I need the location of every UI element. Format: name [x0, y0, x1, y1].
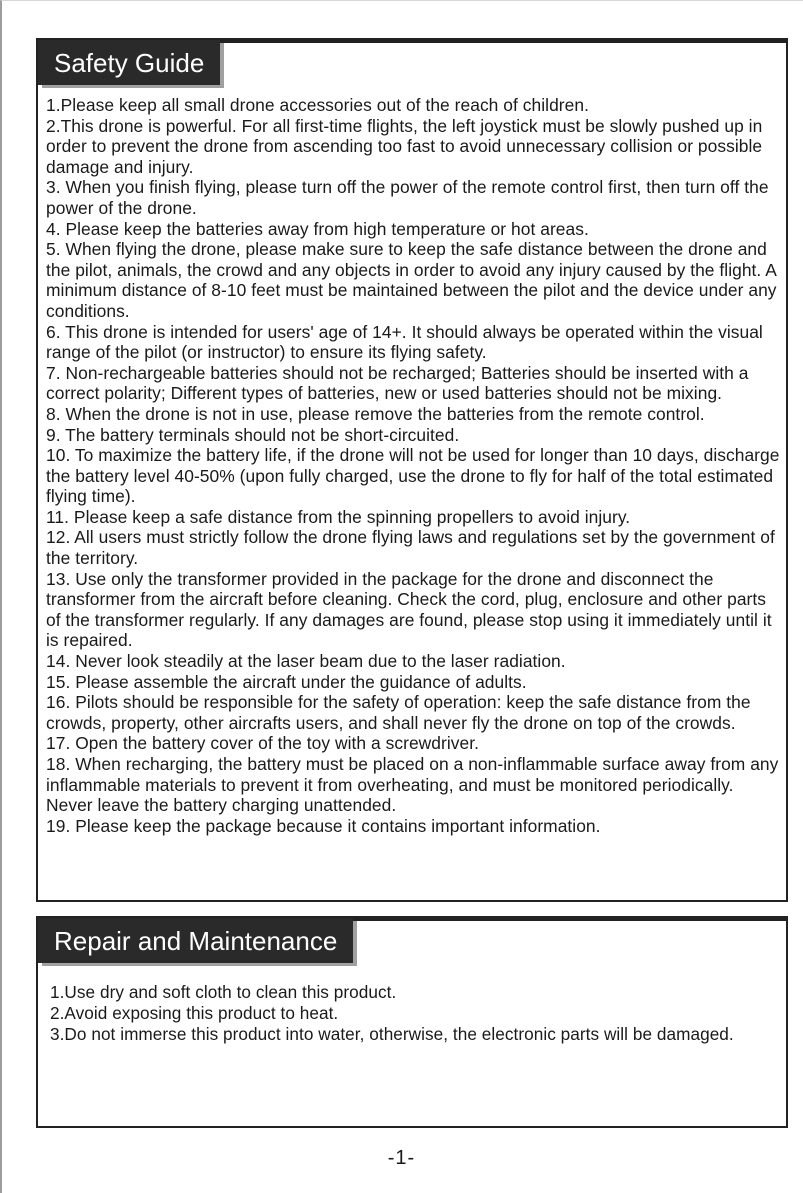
safety-item: 15. Please assemble the aircraft under the guidance of adults.	[46, 671, 527, 692]
page-number: -1-	[387, 1147, 416, 1169]
safety-item: 8. When the drone is not in use, please remove the batteries from the remote control.	[46, 403, 705, 424]
safety-item: 17. Open the battery cover of the toy with a screwdriver.	[46, 733, 479, 754]
safety-item: 9. The battery terminals should not be short-circuited.	[46, 424, 460, 445]
safety-guide-title: Safety Guide	[38, 40, 220, 85]
safety-item: 7. Non-rechargeable batteries should not be recharged; Batteries should be inserted with a correct polarity; Different types of batteries, new or used batteries should not be mixing.	[46, 362, 749, 404]
safety-item: 18. When recharging, the battery must be placed on a non-inflammable surface away from any inflammable materials to prevent it from overheating, and must be monitored periodically. Never leave the battery charging unattended.	[46, 754, 779, 816]
repair-item: 3.Do not immerse this product into water, otherwise, the electronic parts will be damaged.	[50, 1024, 734, 1044]
safety-item: 4. Please keep the batteries away from high temperature or hot areas.	[46, 218, 589, 239]
safety-item: 11. Please keep a safe distance from the spinning propellers to avoid injury.	[46, 506, 631, 527]
safety-item: 5. When flying the drone, please make sure to keep the safe distance between the drone and the pilot, animals, the crowd and any objects in order to avoid any injury caused by the flight. A minimum distance of 8-10 feet must be maintained between the pilot and the device under any conditions.	[46, 239, 777, 321]
repair-maintenance-section	[36, 916, 788, 1128]
safety-item: 13. Use only the transformer provided in the package for the drone and disconnect the transformer from the aircraft before cleaning. Check the cord, plug, enclosure and other parts of the transformer regularly. If any damages are found, please stop using it immediately until it is repaired.	[46, 568, 772, 651]
safety-item: 12. All users must strictly follow the drone flying laws and regulations set by the government of the territory.	[46, 527, 775, 569]
repair-item: 1.Use dry and soft cloth to clean this product.	[50, 982, 397, 1002]
safety-item: 16. Pilots should be responsible for the safety of operation: keep the safe distance from the crowds, property, other aircrafts users, and shall never fly the drone on top of the crowds.	[46, 692, 751, 733]
safety-item: 1.Please keep all small drone accessories out of the reach of children.	[46, 95, 589, 115]
safety-guide-section	[36, 38, 788, 902]
repair-maintenance-title: Repair and Maintenance	[38, 918, 353, 963]
repair-maintenance-list	[50, 982, 780, 1045]
safety-item: 3. When you finish flying, please turn off the power of the remote control first, then turn off the power of the drone.	[46, 177, 769, 218]
safety-item: 2.This drone is powerful. For all first-time flights, the left joystick must be slowly pushed up in order to prevent the drone from ascending too fast to avoid unnecessary collision or possible damage and injury.	[46, 115, 763, 177]
safety-item: 14. Never look steadily at the laser beam due to the laser radiation.	[46, 651, 566, 672]
repair-item: 2.Avoid exposing this product to heat.	[50, 1003, 339, 1023]
safety-item: 10. To maximize the battery life, if the drone will not be used for longer than 10 days, discharge the battery level 40-50% (upon fully charged, use the drone to fly for half of the total estimated flying time).	[46, 445, 780, 507]
safety-item: 19. Please keep the package because it contains important information.	[46, 815, 601, 836]
safety-guide-list	[46, 95, 780, 836]
safety-item: 6. This drone is intended for users' age of 14+. It should always be operated within the visual range of the pilot (or instructor) to ensure its flying safety.	[46, 321, 763, 363]
